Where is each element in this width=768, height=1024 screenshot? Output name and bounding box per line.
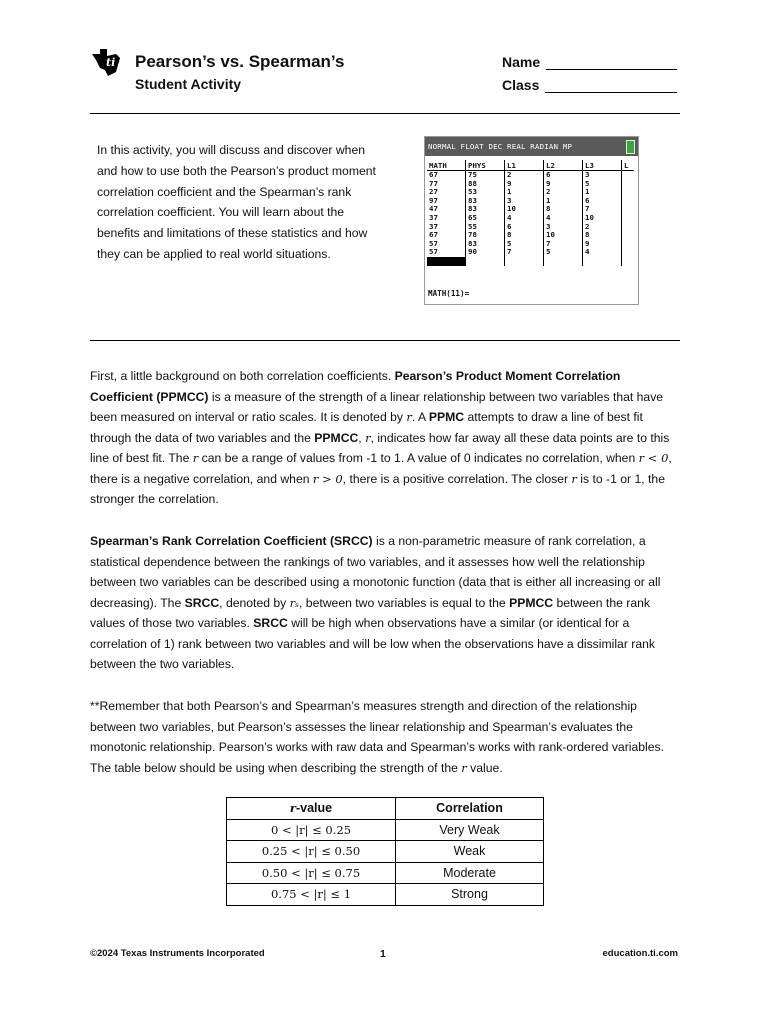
text: is a non-parametric measure of rank correlation, a statistical dependence between the rankings of two variables, and it assesses how well the relationship between two variables can be described using a monotonic function (data that is either all increasing or all decreasing). The	[90, 534, 661, 610]
calculator-cell-empty	[622, 231, 635, 240]
calculator-cell-empty	[622, 214, 635, 223]
calculator-cell: 10	[505, 205, 544, 214]
calculator-cell: 3	[583, 171, 622, 180]
header-divider	[90, 113, 680, 114]
col-header-r-value	[227, 798, 396, 820]
battery-icon	[626, 140, 635, 154]
text: ,	[358, 430, 366, 445]
calculator-cell: 2	[583, 223, 622, 232]
col-header: PHYS	[466, 160, 505, 171]
calculator-cell: 10	[544, 231, 583, 240]
calculator-cell: 57	[427, 248, 466, 257]
calculator-cursor-cell	[427, 257, 466, 266]
calculator-row	[427, 205, 634, 214]
calculator-cell-empty	[622, 223, 635, 232]
calculator-cell: 57	[427, 240, 466, 249]
status-text: NORMAL FLOAT DEC REAL RADIAN MP	[428, 142, 573, 151]
bold-term: PPMCC	[314, 430, 359, 445]
text: will be high when observations have a similar (or identical for a correlation of 1) rank between two variables and will be low when the observations have a dissimilar rank between the two variables.	[90, 616, 655, 671]
calculator-cell: 3	[505, 197, 544, 206]
calculator-cell: 7	[583, 205, 622, 214]
calculator-cell: 83	[466, 205, 505, 214]
calculator-cell: 1	[505, 188, 544, 197]
math-expr: r > 0	[312, 471, 343, 486]
calculator-cell: 88	[466, 180, 505, 189]
calculator-cell: 78	[466, 231, 505, 240]
paragraph-pearson	[90, 366, 680, 510]
calculator-cell-empty	[622, 240, 635, 249]
correlation-strength-table	[226, 797, 544, 906]
calculator-cell: 47	[427, 205, 466, 214]
calculator-row	[427, 223, 634, 232]
table-row	[227, 862, 544, 884]
calculator-cell: 5	[583, 180, 622, 189]
calculator-cell: 97	[427, 197, 466, 206]
calculator-cell-empty	[622, 180, 635, 189]
calculator-cell: 37	[427, 214, 466, 223]
bold-term: SRCC	[253, 616, 288, 630]
class-field[interactable]	[502, 77, 677, 93]
name-field[interactable]	[502, 54, 677, 70]
text: is a measure of the strength of a linear relationship between two variables that have been measured on interval or ratio scales. It is denoted by	[90, 389, 664, 424]
calculator-cell-empty	[622, 188, 635, 197]
calculator-cell: 75	[466, 171, 505, 180]
calculator-cell: 55	[466, 223, 505, 232]
calculator-cell: 3	[544, 223, 583, 232]
calculator-cell-empty	[622, 197, 635, 206]
calculator-cell: 37	[427, 223, 466, 232]
intro-text: In this activity, you will discuss and discover when and how to use both the Pearson’s product moment correlation coefficient and the Spearman’s rank correlation coefficient. You will learn about the benefits and limitations of these statistics and how they can be applied to real world situations.	[97, 143, 376, 261]
bold-term: Pearson’s Product Moment Correlation Coefficient (PPMCC)	[90, 369, 621, 404]
class-label: Class	[502, 77, 540, 93]
math-r: r	[406, 410, 412, 424]
calculator-cursor-row	[427, 257, 634, 266]
calculator-cell-empty	[505, 257, 544, 266]
text: First, a little background on both correlation coefficients.	[90, 369, 395, 383]
calculator-command: MATH(11)=	[428, 289, 470, 298]
calculator-cell: 5	[544, 248, 583, 257]
math-r: r	[461, 760, 467, 775]
calculator-cell: 83	[466, 197, 505, 206]
calculator-cell: 8	[544, 205, 583, 214]
bold-term: PPMCC	[509, 595, 554, 610]
range-cell: 0.25 < |r| ≤ 0.50	[227, 841, 396, 863]
page-subtitle: Student Activity	[135, 76, 242, 92]
calculator-cell: 1	[583, 188, 622, 197]
calculator-cell-empty	[466, 257, 505, 266]
math-r: r	[192, 451, 199, 465]
strength-cell: Moderate	[396, 862, 544, 884]
table-row	[227, 819, 544, 841]
range-cell: 0.50 < |r| ≤ 0.75	[227, 862, 396, 884]
col-header: MATH	[427, 160, 466, 171]
calculator-cell: 90	[466, 248, 505, 257]
text: , denoted by	[219, 595, 290, 610]
text: can be a range of values from -1 to 1. A value of 0 indicates no correlation, when	[198, 451, 639, 465]
strength-cell: Very Weak	[396, 819, 544, 841]
calculator-cell: 53	[466, 188, 505, 197]
text: , there is a negative correlation, and when	[90, 451, 672, 486]
calculator-cell: 8	[583, 231, 622, 240]
footer-page-number: 1	[380, 948, 386, 960]
calculator-cell: 7	[544, 240, 583, 249]
calculator-cell: 10	[583, 214, 622, 223]
text: , between two variables is equal to the	[299, 595, 510, 610]
text: attempts to draw a line of best fit through the data of two variables and the	[90, 410, 643, 445]
svg-text:ti: ti	[106, 56, 116, 69]
col-header-correlation: Correlation	[396, 798, 544, 820]
calculator-cell: 6	[583, 197, 622, 206]
table-row	[227, 884, 544, 906]
calculator-screen	[424, 136, 639, 305]
text: , indicates how far away all these data points are to this line of best fit. The	[90, 430, 670, 465]
calculator-row	[427, 197, 634, 206]
strength-cell: Strong	[396, 884, 544, 906]
text: , there is a positive correlation. The closer	[342, 471, 572, 486]
calculator-row	[427, 180, 634, 189]
text: -value	[295, 801, 333, 816]
calculator-cell-empty	[622, 205, 635, 214]
calculator-cell-empty	[622, 171, 635, 180]
calculator-cell: 9	[544, 180, 583, 189]
paragraph-remember	[90, 696, 680, 778]
calculator-cell: 1	[544, 197, 583, 206]
col-header: L1	[505, 160, 544, 171]
bold-term: SRCC	[184, 595, 220, 610]
calculator-cell-empty	[583, 257, 622, 266]
calculator-cell: 4	[544, 214, 583, 223]
calculator-cell-empty	[544, 257, 583, 266]
calculator-row	[427, 240, 634, 249]
col-header: L3	[583, 160, 622, 171]
calculator-cell: 65	[466, 214, 505, 223]
table-row	[227, 841, 544, 863]
calculator-cell: 9	[505, 180, 544, 189]
calculator-cell: 5	[505, 240, 544, 249]
calculator-cell: 6	[505, 223, 544, 232]
text: is to -1 or 1, the stronger the correlation.	[90, 471, 665, 506]
math-r: r	[365, 430, 371, 445]
calculator-cell: 27	[427, 188, 466, 197]
calculator-row	[427, 171, 634, 180]
calculator-cell: 9	[583, 240, 622, 249]
name-label: Name	[502, 54, 541, 70]
calculator-row	[427, 188, 634, 197]
text: value.	[466, 760, 503, 775]
calculator-list-table	[427, 160, 634, 266]
calculator-status-bar	[425, 137, 638, 156]
math-expr: r < 0	[638, 451, 669, 465]
calculator-row	[427, 231, 634, 240]
calculator-cell: 7	[505, 248, 544, 257]
bold-term: PPMC	[428, 410, 465, 424]
calculator-cell: 8	[505, 231, 544, 240]
section-divider	[90, 340, 680, 341]
calculator-row	[427, 214, 634, 223]
calculator-cell: 77	[427, 180, 466, 189]
bold-term: Spearman’s Rank Correlation Coefficient (SRCC)	[90, 534, 373, 548]
calculator-row	[427, 248, 634, 257]
math-rs: rₛ	[289, 595, 300, 610]
calculator-cell: 83	[466, 240, 505, 249]
ti-logo-icon	[90, 46, 122, 78]
range-cell: 0.75 < |r| ≤ 1	[227, 884, 396, 906]
page-title: Pearson’s vs. Spearman’s	[135, 52, 345, 71]
strength-cell: Weak	[396, 841, 544, 863]
name-line[interactable]	[546, 55, 677, 70]
calculator-cell: 4	[583, 248, 622, 257]
range-cell: 0 < |r| ≤ 0.25	[227, 819, 396, 841]
calculator-cell: 67	[427, 171, 466, 180]
col-header: L2	[544, 160, 583, 171]
paragraph-spearman	[90, 531, 680, 675]
text: between the rank values of those two variables.	[90, 595, 650, 630]
footer-site-link[interactable]: education.ti.com	[602, 948, 678, 959]
footer-copyright: ©2024 Texas Instruments Incorporated	[90, 948, 265, 959]
calculator-cell: 2	[505, 171, 544, 180]
math-r: r	[289, 801, 296, 816]
class-line[interactable]	[545, 78, 677, 93]
calculator-cell: 6	[544, 171, 583, 180]
text: . A	[411, 410, 429, 424]
text: **Remember that both Pearson’s and Spearman’s measures strength and direction of the relationship between two variables, but Pearson’s assesses the linear relationship and Spearman’s evaluates the monotonic relationship. Pearson’s works with raw data and Spearman’s works with rank-ordered variables. The table below should be using when describing the strength of the	[90, 699, 664, 775]
col-header: L	[622, 160, 635, 171]
calculator-cell: 4	[505, 214, 544, 223]
calculator-cell: 2	[544, 188, 583, 197]
calculator-cell: 67	[427, 231, 466, 240]
calculator-cell-empty	[622, 257, 635, 266]
math-r: r	[571, 471, 577, 486]
